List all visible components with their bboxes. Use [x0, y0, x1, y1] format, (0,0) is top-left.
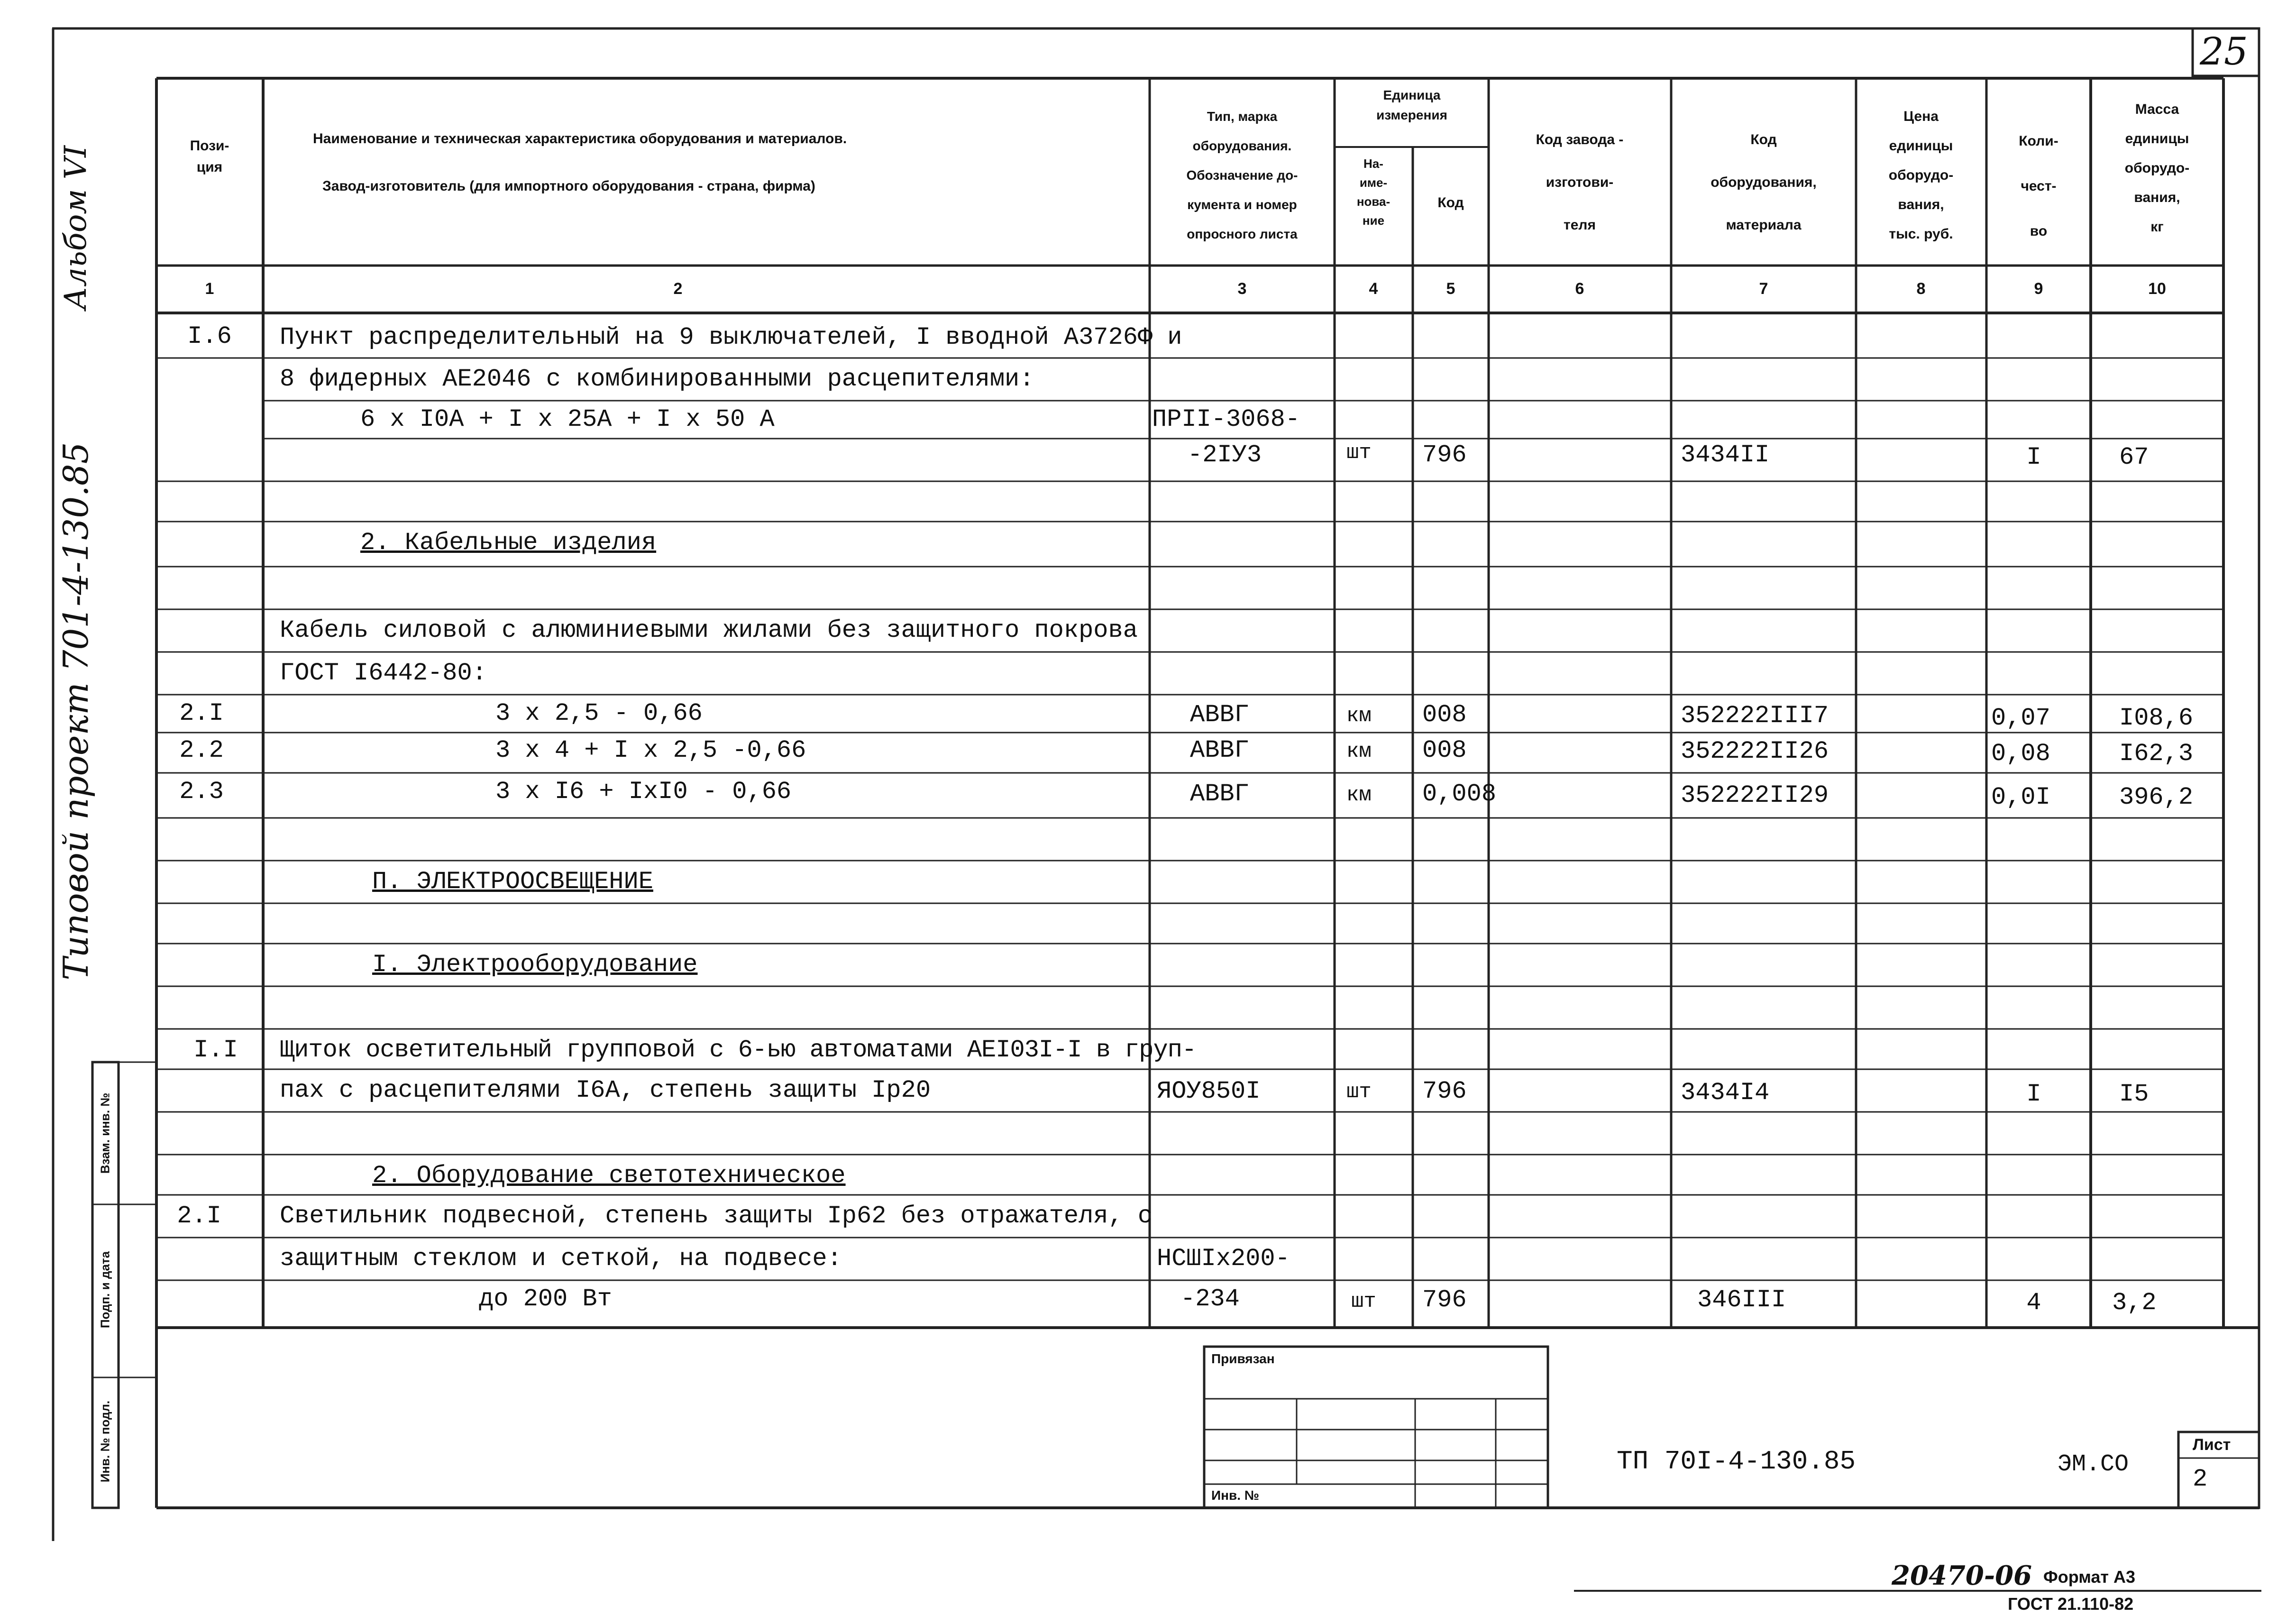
- row-name: Пункт распределительный на 9 выключателей, I вводной А3726Ф и: [280, 323, 1182, 351]
- header-unit-name: На- име- нова- ние: [1356, 156, 1390, 228]
- row-type: АВВГ: [1190, 780, 1249, 808]
- inv-number-label: Инв. №: [1211, 1488, 1260, 1503]
- sheet-number: 2: [2193, 1465, 2208, 1493]
- row-equipment-code: 3434I4: [1681, 1079, 1770, 1107]
- row-equipment-code: 352222III7: [1681, 702, 1829, 730]
- page-number: 25: [2200, 29, 2248, 73]
- row-type: -2IУ3: [1188, 441, 1262, 469]
- row-name: 6 х I0А + I х 25А + I х 50 А: [360, 405, 775, 433]
- col-number-2: 2: [673, 280, 683, 298]
- row-quantity: I: [2026, 443, 2041, 471]
- section-heading: 2. Кабельные изделия: [360, 529, 657, 557]
- row-name: 3 х 4 + I х 2,5 -0,66: [495, 736, 806, 764]
- row-mass: 396,2: [2119, 783, 2194, 811]
- row-code: 796: [1422, 1077, 1467, 1105]
- row-code: 008: [1422, 736, 1467, 764]
- row-mass: I62,3: [2119, 740, 2194, 768]
- row-position: I.I: [193, 1036, 238, 1064]
- col-number-3: 3: [1237, 280, 1247, 298]
- header-unit-group: Единица измерения: [1376, 88, 1447, 122]
- row-name: 8 фидерных АЕ2046 с комбинированными расцепителями:: [280, 365, 1034, 393]
- row-mass: 3,2: [2112, 1289, 2157, 1317]
- header-mass: Масса единицы оборудо- вания, кг: [2124, 101, 2190, 235]
- row-unit: км: [1346, 704, 1372, 728]
- row-name: Щиток осветительный групповой с 6-ью автоматами АЕI03I-I в груп-: [280, 1036, 1197, 1064]
- col-number-6: 6: [1575, 280, 1584, 298]
- header-price: Цена единицы оборудо- вания, тыс. руб.: [1888, 109, 1954, 242]
- stamp-label-inv: Инв. № подл.: [98, 1400, 112, 1483]
- stamp-label-sign: Подп. и дата: [98, 1251, 112, 1329]
- row-unit: км: [1346, 783, 1372, 807]
- row-name: Кабель силовой с алюминиевыми жилами без защитного покрова: [280, 616, 1138, 644]
- col-number-4: 4: [1369, 280, 1378, 298]
- row-position: 2.I: [179, 699, 224, 727]
- row-name: пах с расцепителями I6А, степень защиты Ip20: [280, 1076, 931, 1104]
- row-unit: шт: [1346, 441, 1372, 465]
- project-label: Типовой проект 701-4-130.85: [56, 442, 96, 981]
- row-name: ГОСТ I6442-80:: [280, 659, 487, 687]
- col-number-7: 7: [1759, 280, 1768, 298]
- row-equipment-code: 352222II26: [1681, 737, 1829, 765]
- col-number-5: 5: [1446, 280, 1455, 298]
- format-label: Формат А3: [2043, 1567, 2136, 1587]
- row-unit: шт: [1346, 1080, 1372, 1104]
- row-code: 796: [1422, 441, 1467, 469]
- sheet-label: Лист: [2193, 1436, 2231, 1454]
- row-name: защитным стеклом и сеткой, на подвесе:: [280, 1245, 842, 1273]
- row-mass: I08,6: [2119, 704, 2194, 732]
- stamp-label-vzam: Взам. инв. №: [98, 1092, 112, 1174]
- row-equipment-code: 3434II: [1681, 441, 1770, 469]
- row-code: 0,008: [1422, 780, 1497, 808]
- row-type: АВВГ: [1190, 736, 1249, 764]
- header-quantity: Коли- чест- во: [2019, 133, 2058, 239]
- row-name: Светильник подвесной, степень защиты Ip62 без отражателя, с: [280, 1202, 1153, 1230]
- row-equipment-code: 346III: [1697, 1286, 1786, 1314]
- header-factory-code: Код завода - изготови- теля: [1536, 132, 1624, 233]
- col-number-10: 10: [2148, 280, 2166, 298]
- col-number-9: 9: [2034, 280, 2043, 298]
- header-unit-code: Код: [1437, 195, 1464, 211]
- row-type: -234: [1180, 1285, 1240, 1313]
- row-unit: шт: [1351, 1290, 1376, 1313]
- album-label: Альбом VI: [58, 145, 93, 310]
- privyazan-label: Привязан: [1211, 1351, 1275, 1366]
- row-mass: I5: [2119, 1080, 2149, 1108]
- row-code: 796: [1422, 1286, 1467, 1314]
- section-heading: I. Электрооборудование: [372, 951, 698, 979]
- document-code: ТП 70I-4-130.85: [1617, 1446, 1856, 1477]
- row-type: ЯОУ850I: [1157, 1077, 1261, 1105]
- row-quantity: 0,07: [1991, 704, 2050, 732]
- row-mass: 67: [2119, 443, 2149, 471]
- header-equipment-code: Код оборудования, материала: [1711, 132, 1817, 233]
- row-type: ПРII-3068-: [1152, 405, 1300, 433]
- gost-label: ГОСТ 21.110-82: [2008, 1594, 2134, 1614]
- section-heading: 2. Оборудование светотехническое: [372, 1162, 846, 1190]
- row-quantity: 0,08: [1991, 740, 2050, 768]
- row-quantity: 0,0I: [1991, 783, 2050, 811]
- header-type: Тип, марка оборудования. Обозначение до- кумента и номер опросного листа: [1186, 109, 1298, 241]
- col-number-1: 1: [205, 280, 214, 298]
- header-name-line2: Завод-изготовитель (для импортного оборудования - страна, фирма): [322, 178, 815, 194]
- row-position: 2.I: [177, 1202, 221, 1230]
- row-equipment-code: 352222II29: [1681, 781, 1829, 809]
- col-number-8: 8: [1916, 280, 1926, 298]
- document-mark: ЭМ.СО: [2058, 1451, 2129, 1478]
- row-name: 3 х 2,5 - 0,66: [495, 699, 703, 727]
- row-type: НСШIх200-: [1157, 1245, 1290, 1273]
- row-type: АВВГ: [1190, 701, 1249, 729]
- row-position: 2.2: [179, 736, 224, 764]
- section-heading: П. ЭЛЕКТРООСВЕЩЕНИЕ: [372, 868, 653, 896]
- row-name: до 200 Вт: [479, 1285, 612, 1313]
- row-code: 008: [1422, 701, 1467, 729]
- order-number: 20470-06: [1892, 1560, 2032, 1591]
- row-quantity: I: [2026, 1080, 2041, 1108]
- row-position: I.6: [187, 322, 232, 350]
- header-position: Пози- ция: [190, 138, 229, 175]
- row-unit: км: [1346, 740, 1372, 763]
- row-name: 3 х I6 + IхI0 - 0,66: [495, 778, 792, 806]
- row-quantity: 4: [2026, 1289, 2041, 1317]
- row-position: 2.3: [179, 778, 224, 806]
- header-name-line1: Наименование и техническая характеристика оборудования и материалов.: [313, 131, 847, 147]
